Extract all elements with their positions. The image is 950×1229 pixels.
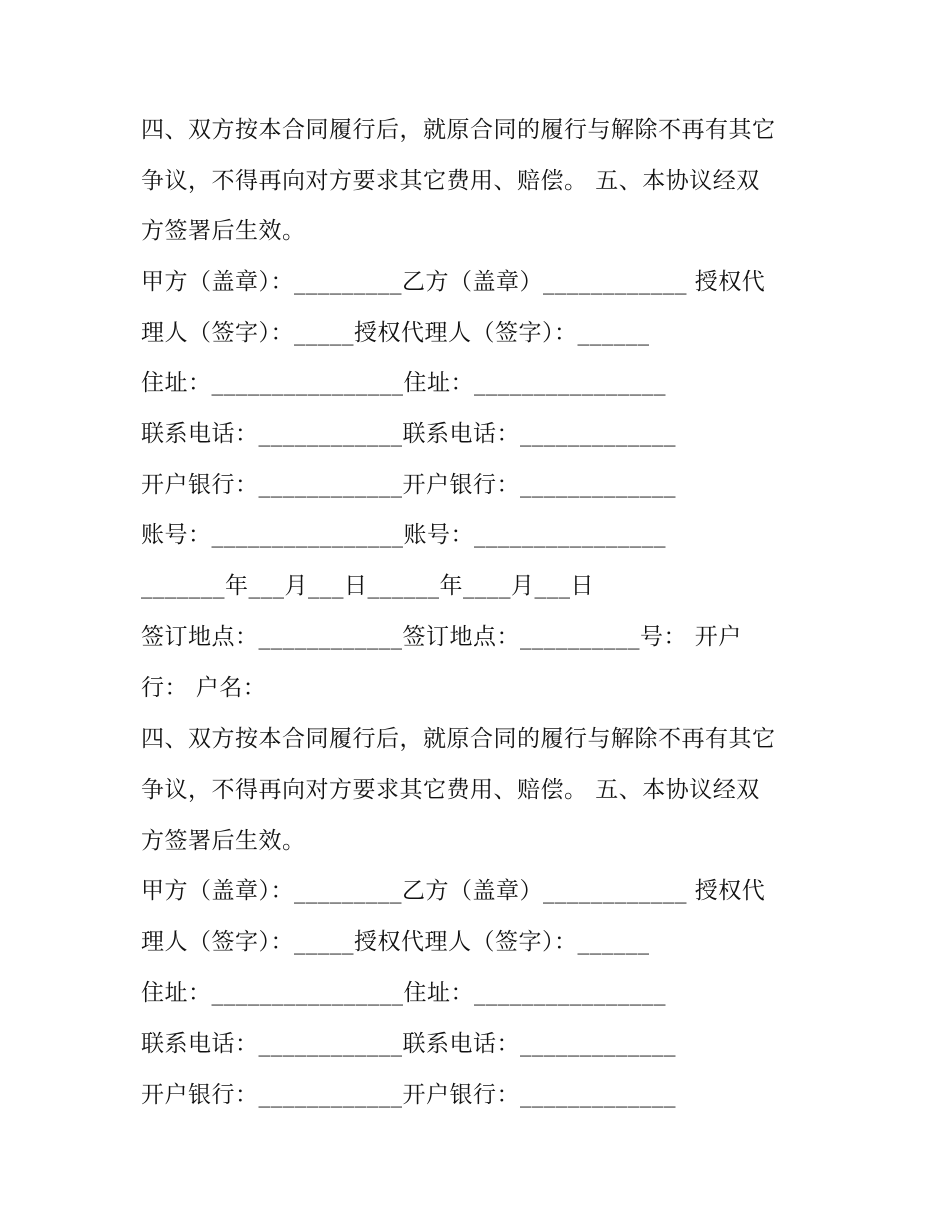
text-line: 签订地点：____________签订地点：__________号： 开户 (141, 624, 742, 650)
text-line: 甲方（盖章）：_________乙方（盖章）____________ 授权代 (141, 269, 766, 295)
text-line: _______年___月___日______年____月___日 (141, 573, 594, 599)
text-line: 联系电话：____________联系电话：_____________ (141, 1031, 676, 1057)
text-line: 联系电话：____________联系电话：_____________ (141, 421, 676, 447)
text-line: 甲方（盖章）：_________乙方（盖章）____________ 授权代 (141, 878, 766, 904)
text-line: 行： 户名： (141, 675, 267, 701)
text-line: 方签署后生效。 (141, 828, 306, 854)
text-line: 账号：________________账号：________________ (141, 522, 666, 548)
text-line: 住址：________________住址：________________ (141, 980, 666, 1006)
text-line: 四、双方按本合同履行后，就原合同的履行与解除不再有其它 (141, 726, 776, 752)
text-line: 方签署后生效。 (141, 218, 306, 244)
text-line: 住址：________________住址：________________ (141, 370, 666, 396)
text-line: 争议，不得再向对方要求其它费用、赔偿。 五、本协议经双 (141, 777, 760, 803)
text-line: 四、双方按本合同履行后，就原合同的履行与解除不再有其它 (141, 117, 776, 143)
text-line: 理人（签字）：_____授权代理人（签字）：______ (141, 320, 650, 346)
text-line: 理人（签字）：_____授权代理人（签字）：______ (141, 929, 650, 955)
text-line: 争议，不得再向对方要求其它费用、赔偿。 五、本协议经双 (141, 168, 760, 194)
text-line: 开户银行：____________开户银行：_____________ (141, 1082, 676, 1108)
text-line: 开户银行：____________开户银行：_____________ (141, 472, 676, 498)
